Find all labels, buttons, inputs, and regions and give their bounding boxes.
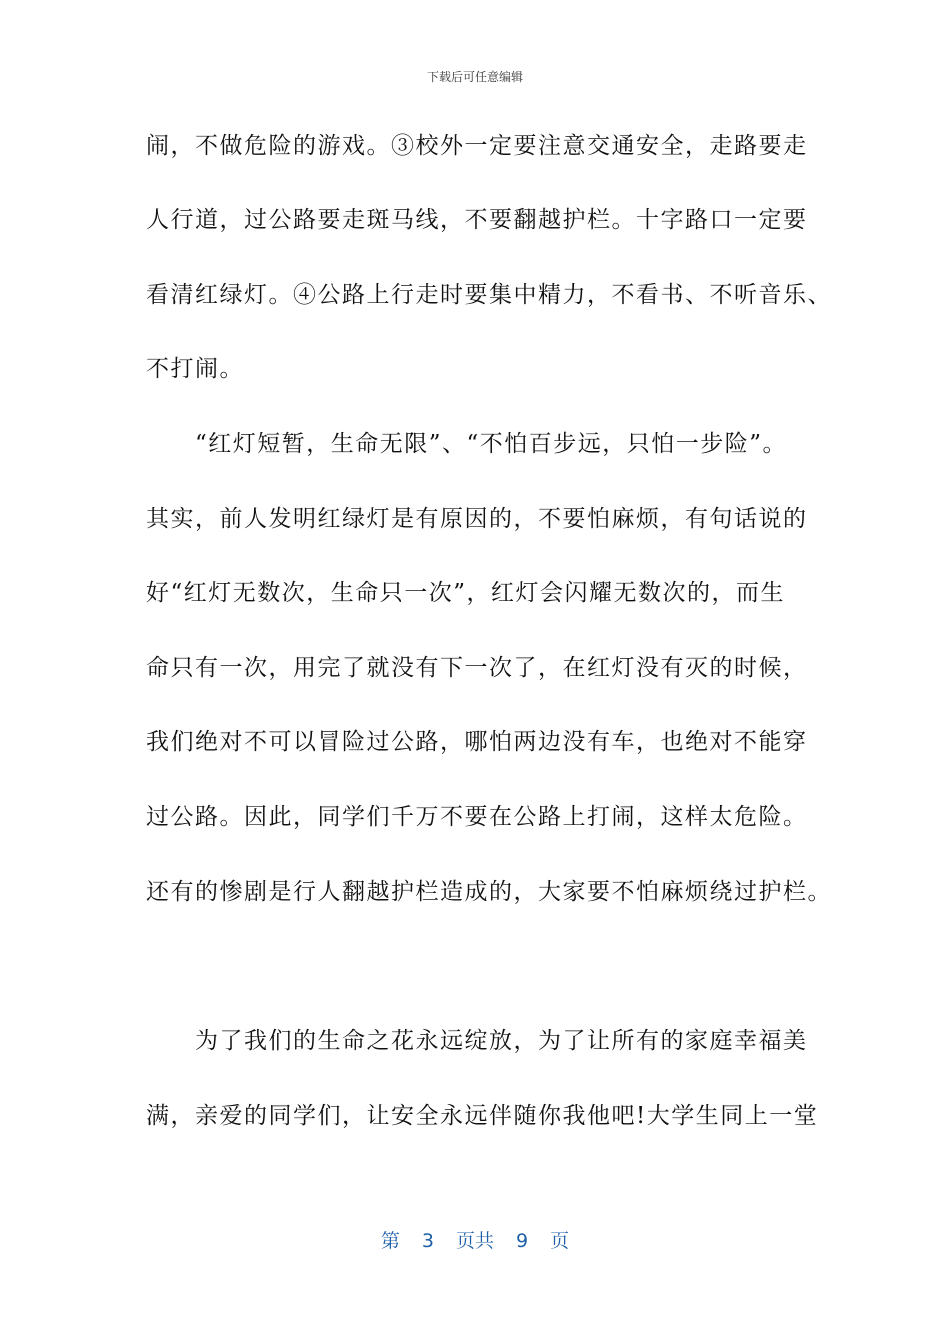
body-line: 还有的惨剧是行人翻越护栏造成的，大家要不怕麻烦绕过护栏。 <box>146 879 832 905</box>
body-line: 看清红绿灯。④公路上行走时要集中精力，不看书、不听音乐、 <box>146 282 832 308</box>
body-line: 满，亲爱的同学们，让安全永远伴随你我他吧!大学生同上一堂 <box>146 1103 819 1129</box>
body-line: 为了我们的生命之花永远绽放，为了让所有的家庭幸福美 <box>146 1028 808 1054</box>
body-line: 我们绝对不可以冒险过公路，哪怕两边没有车，也绝对不能穿 <box>146 729 808 755</box>
body-line: 人行道，过公路要走斑马线，不要翻越护栏。十字路口一定要 <box>146 207 808 233</box>
body-line: 其实，前人发明红绿灯是有原因的，不要怕麻烦，有句话说的 <box>146 506 808 532</box>
body-line: 命只有一次，用完了就没有下一次了，在红灯没有灭的时候， <box>146 655 808 681</box>
page-footer-page-number: 第 3 页共 9 页 <box>380 1230 570 1252</box>
body-line: 好“红灯无数次，生命只一次”，红灯会闪耀无数次的，而生 <box>146 580 786 606</box>
page-header: 下载后可任意编辑 <box>426 70 523 84</box>
body-line: “红灯短暂，生命无限”、“不怕百步远，只怕一步险”。 <box>146 431 788 457</box>
body-line: 闹，不做危险的游戏。③校外一定要注意交通安全，走路要走 <box>146 133 808 159</box>
body-line: 过公路。因此，同学们千万不要在公路上打闹，这样太危险。 <box>146 804 808 830</box>
body-line: 不打闹。 <box>146 356 244 382</box>
